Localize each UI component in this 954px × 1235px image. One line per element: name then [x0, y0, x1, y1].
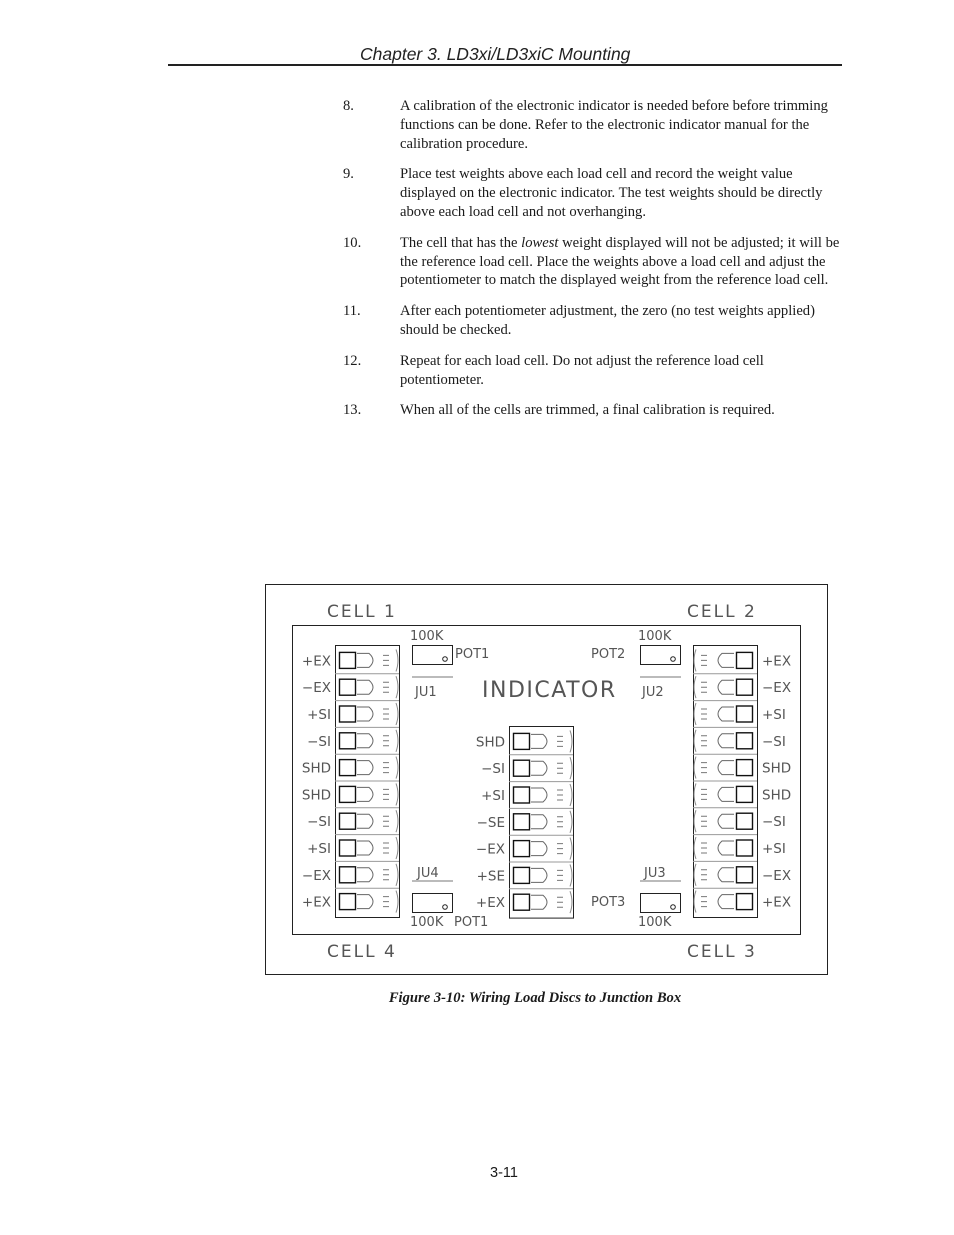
- terminal-screw: [340, 733, 356, 749]
- step-text: After each potentiometer adjustment, the zero (no test weights applied) should be checked.: [400, 303, 815, 338]
- terminal-bracket: [396, 810, 398, 832]
- terminal-contact: [701, 655, 707, 665]
- terminal-bracket: [694, 649, 696, 671]
- terminal-contact: [701, 682, 707, 692]
- terminal-bracket: [396, 649, 398, 671]
- terminal-bracket: [396, 703, 398, 725]
- pot-adjust-screw: [443, 905, 448, 910]
- terminal-bracket: [396, 864, 398, 886]
- terminal-clamp: [718, 841, 734, 855]
- terminal-bracket: [570, 811, 572, 833]
- terminal-label: SHD: [762, 760, 792, 777]
- terminal-screw: [340, 706, 356, 722]
- terminal-contact: [383, 897, 389, 907]
- step-number: 12.: [343, 352, 362, 369]
- terminal-screw: [737, 840, 753, 856]
- terminal-clamp: [357, 653, 373, 667]
- terminal-contact: [701, 897, 707, 907]
- cell-3-label: CELL 3: [687, 942, 757, 962]
- pot-name-label: POT1: [454, 915, 489, 930]
- procedure-steps: [343, 97, 848, 432]
- terminal-bracket: [396, 891, 398, 913]
- terminal-contact: [701, 870, 707, 880]
- terminal-bracket: [694, 730, 696, 752]
- terminal-clamp: [357, 734, 373, 748]
- terminal-contact: [557, 763, 563, 773]
- terminal-contact: [557, 897, 563, 907]
- pot-value-label: 100K: [638, 915, 672, 930]
- terminal-screw: [514, 760, 530, 776]
- terminal-bracket: [694, 864, 696, 886]
- terminal-label: −EX: [762, 867, 792, 884]
- terminal-label: −SI: [762, 733, 786, 750]
- header-rule: [168, 64, 842, 66]
- terminal-clamp: [357, 761, 373, 775]
- terminal-clamp: [718, 680, 734, 694]
- terminal-screw: [737, 679, 753, 695]
- terminal-label: −SE: [476, 814, 505, 831]
- terminal-clamp: [718, 895, 734, 909]
- terminal-contact: [383, 843, 389, 853]
- terminal-contact: [383, 709, 389, 719]
- terminal-screw: [737, 813, 753, 829]
- terminal-contact: [557, 817, 563, 827]
- terminal-contact: [557, 736, 563, 746]
- figure-caption: Figure 3-10: Wiring Load Discs to Junction Box: [388, 990, 682, 1006]
- step-item: [343, 165, 848, 221]
- terminal-screw: [514, 894, 530, 910]
- chapter-title: Chapter 3. LD3xi/LD3xiC Mounting: [360, 44, 631, 64]
- terminal-bracket: [694, 810, 696, 832]
- terminal-clamp: [718, 761, 734, 775]
- terminal-clamp: [531, 788, 547, 802]
- terminal-label: −EX: [762, 680, 792, 697]
- pot-adjust-screw: [671, 657, 676, 662]
- terminal-clamp: [718, 814, 734, 828]
- terminal-bracket: [396, 783, 398, 805]
- terminal-clamp: [718, 787, 734, 801]
- terminal-label: +EX: [301, 894, 331, 911]
- potentiometer: [641, 646, 681, 665]
- terminal-screw: [737, 894, 753, 910]
- terminal-clamp: [718, 707, 734, 721]
- terminal-contact: [383, 682, 389, 692]
- terminal-bracket: [570, 864, 572, 886]
- terminal-bracket: [396, 676, 398, 698]
- terminal-bracket: [694, 837, 696, 859]
- terminal-clamp: [531, 761, 547, 775]
- step-number: 9.: [343, 166, 354, 183]
- step-text: Place test weights above each load cell and record the weight value displayed on the electronic indicator. The test weights should be directly above each load cell and not overhanging.: [400, 166, 823, 220]
- terminal-clamp: [357, 868, 373, 882]
- cell-2-label: CELL 2: [687, 602, 757, 622]
- terminal-clamp: [718, 734, 734, 748]
- terminal-label: −SI: [307, 814, 331, 831]
- terminal-screw: [340, 679, 356, 695]
- terminal-clamp: [357, 814, 373, 828]
- terminal-bracket: [694, 703, 696, 725]
- step-item: [343, 401, 848, 420]
- terminal-bracket: [396, 730, 398, 752]
- terminal-label: −SI: [481, 761, 505, 778]
- terminal-clamp: [531, 734, 547, 748]
- step-number: 8.: [343, 98, 354, 114]
- step-item: [343, 234, 848, 290]
- terminal-screw: [340, 786, 356, 802]
- step-item: [343, 97, 848, 153]
- terminal-screw: [514, 867, 530, 883]
- terminal-contact: [701, 763, 707, 773]
- step-number: 13.: [343, 402, 362, 419]
- pot-name-label: POT2: [591, 647, 626, 662]
- terminal-contact: [701, 789, 707, 799]
- terminal-clamp: [531, 895, 547, 909]
- terminal-label: +SI: [307, 707, 331, 723]
- pot-value-label: 100K: [410, 629, 444, 644]
- step-item: [343, 352, 848, 390]
- terminal-clamp: [357, 841, 373, 855]
- terminal-screw: [737, 706, 753, 722]
- terminal-contact: [383, 789, 389, 799]
- terminal-label: +EX: [475, 895, 505, 912]
- terminal-label: −EX: [301, 867, 331, 884]
- terminal-clamp: [531, 815, 547, 829]
- terminal-clamp: [357, 787, 373, 801]
- jumper-label: JU1: [415, 685, 437, 700]
- terminal-screw: [514, 787, 530, 803]
- page-number: 3-11: [490, 1165, 518, 1181]
- pot-name-label: POT3: [591, 895, 626, 910]
- terminal-bracket: [694, 757, 696, 779]
- terminal-label: −SI: [762, 814, 786, 831]
- terminal-label: SHD: [475, 734, 505, 751]
- terminal-screw: [340, 652, 356, 668]
- terminal-screw: [340, 840, 356, 856]
- terminal-contact: [383, 763, 389, 773]
- terminal-screw: [737, 786, 753, 802]
- terminal-clamp: [718, 653, 734, 667]
- terminal-bracket: [570, 730, 572, 752]
- step-text-emphasis: lowest: [521, 234, 559, 251]
- terminal-label: −EX: [475, 841, 505, 858]
- terminal-label: SHD: [301, 760, 331, 777]
- pot-adjust-screw: [443, 657, 448, 662]
- terminal-bracket: [570, 757, 572, 779]
- jumper-label: JU4: [417, 866, 439, 881]
- terminal-screw: [340, 894, 356, 910]
- terminal-contact: [701, 709, 707, 719]
- step-number: 10.: [343, 234, 362, 251]
- terminal-label: +EX: [762, 894, 792, 911]
- step-number: 11.: [343, 303, 361, 320]
- terminal-screw: [737, 733, 753, 749]
- terminal-clamp: [718, 868, 734, 882]
- terminal-label: +SI: [762, 841, 786, 857]
- potentiometer: [413, 894, 453, 913]
- terminal-screw: [514, 841, 530, 857]
- terminal-contact: [557, 844, 563, 854]
- pot-value-label: 100K: [638, 629, 672, 644]
- terminal-contact: [701, 816, 707, 826]
- terminal-label: +EX: [762, 653, 792, 670]
- terminal-screw: [737, 652, 753, 668]
- terminal-label: +SI: [481, 788, 505, 804]
- pot-value-label: 100K: [410, 915, 444, 930]
- terminal-clamp: [531, 842, 547, 856]
- terminal-screw: [514, 733, 530, 749]
- terminal-contact: [701, 736, 707, 746]
- terminal-screw: [737, 867, 753, 883]
- terminal-label: +SE: [476, 868, 505, 885]
- terminal-label: +EX: [301, 653, 331, 670]
- terminal-clamp: [357, 680, 373, 694]
- terminal-bracket: [694, 891, 696, 913]
- indicator-label: INDICATOR: [482, 678, 617, 703]
- cell-4-label: CELL 4: [327, 942, 397, 962]
- terminal-label: SHD: [762, 787, 792, 804]
- junction-box-figure: [265, 584, 828, 975]
- terminal-bracket: [396, 757, 398, 779]
- terminal-label: −EX: [301, 680, 331, 697]
- terminal-label: +SI: [762, 707, 786, 723]
- jumper-label: JU3: [644, 866, 666, 881]
- terminal-contact: [383, 736, 389, 746]
- step-text-after: weight displayed will not be adjusted; it will be the reference load cell. Place the weights above a load cell and adjust the potentiometer to match the displayed weight from the reference load cell.: [400, 234, 840, 289]
- terminal-clamp: [357, 707, 373, 721]
- terminal-clamp: [357, 895, 373, 909]
- terminal-screw: [340, 813, 356, 829]
- terminal-contact: [557, 790, 563, 800]
- terminal-label: SHD: [301, 787, 331, 804]
- step-item: [343, 302, 848, 340]
- figure-frame: [266, 585, 828, 975]
- terminal-screw: [514, 814, 530, 830]
- terminal-label: +SI: [307, 841, 331, 857]
- terminal-bracket: [570, 784, 572, 806]
- terminal-screw: [737, 760, 753, 776]
- cell-2-3-terminal-block: [693, 646, 791, 918]
- jumper-label: JU2: [642, 685, 664, 700]
- terminal-contact: [383, 870, 389, 880]
- indicator-terminal-block: [476, 727, 574, 919]
- step-text: A calibration of the electronic indicator is needed before before trimming functions can be done. Refer to the electronic indicator manual for the calibration procedure.: [400, 98, 828, 152]
- cell-1-4-terminal-block: [302, 646, 400, 918]
- terminal-bracket: [570, 891, 572, 913]
- terminal-label: −SI: [307, 733, 331, 750]
- terminal-contact: [557, 870, 563, 880]
- step-text-before: The cell that has the: [400, 234, 522, 251]
- cell-1-label: CELL 1: [327, 602, 397, 622]
- terminal-contact: [383, 816, 389, 826]
- terminal-clamp: [531, 868, 547, 882]
- step-text: When all of the cells are trimmed, a final calibration is required.: [400, 402, 775, 419]
- terminal-bracket: [694, 676, 696, 698]
- terminal-screw: [340, 867, 356, 883]
- terminal-contact: [701, 843, 707, 853]
- pot-name-label: POT1: [455, 647, 490, 662]
- terminal-bracket: [396, 837, 398, 859]
- terminal-contact: [383, 655, 389, 665]
- terminal-bracket: [570, 838, 572, 860]
- step-text: Repeat for each load cell. Do not adjust the reference load cell potentiometer.: [400, 352, 764, 388]
- junction-box-diagram: [265, 584, 828, 975]
- terminal-bracket: [694, 783, 696, 805]
- terminal-screw: [340, 760, 356, 776]
- potentiometer: [641, 894, 681, 913]
- potentiometer: [413, 646, 453, 665]
- step-text: [400, 234, 848, 290]
- pot-adjust-screw: [671, 905, 676, 910]
